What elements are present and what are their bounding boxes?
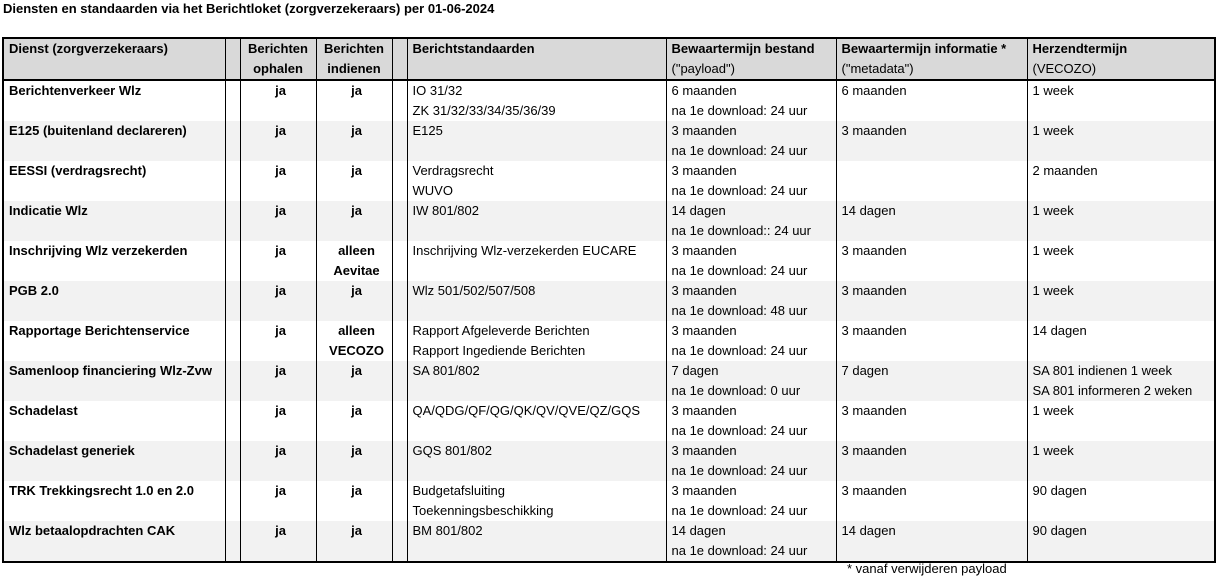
- cell-dienst: Schadelast generiek: [3, 441, 225, 481]
- cell-standaarden-line: Inschrijving Wlz-verzekerden EUCARE: [412, 243, 637, 258]
- header-dienst: Dienst (zorgverzekeraars): [3, 38, 225, 80]
- cell-bewaar-bestand-line: 14 dagen: [671, 523, 726, 538]
- cell-indienen: [316, 361, 392, 401]
- cell-ophalen: [240, 321, 316, 361]
- cell-spacer: [392, 281, 407, 321]
- cell-standaarden-line: Wlz 501/502/507/508: [412, 283, 536, 298]
- cell-dienst: Indicatie Wlz: [3, 201, 225, 241]
- cell-herzend: [1027, 321, 1215, 361]
- cell-spacer: [392, 441, 407, 481]
- header-bewaar-info: [836, 38, 1027, 80]
- cell-ophalen: [240, 241, 316, 281]
- cell-indienen-line: ja: [351, 163, 362, 178]
- cell-herzend-line: 90 dagen: [1032, 483, 1087, 498]
- cell-bewaar-bestand-line: na 1e download: 24 uur: [671, 143, 808, 158]
- cell-dienst: E125 (buitenland declareren): [3, 121, 225, 161]
- cell-bewaar-bestand-line: 7 dagen: [671, 363, 719, 378]
- header-indienen-line: Berichten: [324, 41, 384, 56]
- cell-ophalen-line: ja: [275, 283, 286, 298]
- cell-standaarden-line: ZK 31/32/33/34/35/36/39: [412, 103, 556, 118]
- cell-bewaar-bestand-line: na 1e download: 24 uur: [671, 463, 808, 478]
- cell-bewaar-bestand-line: na 1e download: 24 uur: [671, 263, 808, 278]
- cell-bewaar-bestand: [666, 321, 836, 361]
- cell-indienen-line: ja: [351, 83, 362, 98]
- cell-dienst: Berichtenverkeer Wlz: [3, 80, 225, 121]
- cell-ophalen-line: ja: [275, 483, 286, 498]
- cell-indienen-line: ja: [351, 363, 362, 378]
- cell-standaarden: [407, 441, 666, 481]
- cell-bewaar-info: 3 maanden: [836, 441, 1027, 481]
- cell-ophalen: [240, 401, 316, 441]
- cell-bewaar-info: 3 maanden: [836, 281, 1027, 321]
- header-herzend: [1027, 38, 1215, 80]
- cell-ophalen: [240, 161, 316, 201]
- cell-indienen: [316, 521, 392, 562]
- cell-indienen-line: VECOZO: [329, 343, 384, 358]
- cell-bewaar-info: [836, 161, 1027, 201]
- cell-standaarden-line: GQS 801/802: [412, 443, 492, 458]
- cell-indienen-line: Aevitae: [333, 263, 380, 278]
- cell-indienen-line: ja: [351, 283, 362, 298]
- cell-ophalen-line: ja: [275, 403, 286, 418]
- cell-indienen: [316, 241, 392, 281]
- cell-herzend: [1027, 161, 1215, 201]
- cell-spacer: [392, 321, 407, 361]
- cell-herzend: [1027, 361, 1215, 401]
- cell-indienen-line: alleen: [338, 243, 375, 258]
- cell-standaarden: [407, 121, 666, 161]
- cell-standaarden-line: IO 31/32: [412, 83, 463, 98]
- table-row: [3, 321, 1215, 361]
- cell-standaarden: [407, 521, 666, 562]
- cell-standaarden-line: Toekenningsbeschikking: [412, 503, 554, 518]
- cell-bewaar-bestand-line: 14 dagen: [671, 203, 726, 218]
- cell-indienen-line: ja: [351, 123, 362, 138]
- cell-bewaar-bestand: [666, 521, 836, 562]
- header-spacer: [392, 38, 407, 80]
- cell-spacer: [225, 201, 240, 241]
- header-indienen: [316, 38, 392, 80]
- cell-bewaar-bestand: [666, 361, 836, 401]
- cell-standaarden-line: IW 801/802: [412, 203, 479, 218]
- cell-indienen-line: ja: [351, 203, 362, 218]
- cell-bewaar-bestand-line: 3 maanden: [671, 323, 737, 338]
- header-indienen-line: indienen: [327, 61, 381, 76]
- table-row: [3, 401, 1215, 441]
- cell-indienen: [316, 201, 392, 241]
- cell-herzend: [1027, 441, 1215, 481]
- header-herzend-line: (VECOZO): [1032, 61, 1097, 76]
- header-bewaar-info-line: Bewaartermijn informatie *: [841, 41, 1007, 56]
- cell-ophalen: [240, 481, 316, 521]
- cell-ophalen-line: ja: [275, 163, 286, 178]
- cell-bewaar-bestand: [666, 161, 836, 201]
- cell-standaarden: [407, 80, 666, 121]
- cell-bewaar-bestand-line: 3 maanden: [671, 163, 737, 178]
- cell-standaarden-line: BM 801/802: [412, 523, 483, 538]
- header-bewaar-bestand: [666, 38, 836, 80]
- cell-ophalen: [240, 521, 316, 562]
- header-ophalen-line: ophalen: [253, 61, 303, 76]
- cell-ophalen-line: ja: [275, 123, 286, 138]
- cell-bewaar-bestand-line: 3 maanden: [671, 123, 737, 138]
- cell-bewaar-bestand: [666, 401, 836, 441]
- table-row: [3, 281, 1215, 321]
- cell-spacer: [225, 80, 240, 121]
- cell-standaarden: [407, 161, 666, 201]
- cell-dienst: Wlz betaalopdrachten CAK: [3, 521, 225, 562]
- table-body: [3, 80, 1215, 562]
- services-table: [2, 37, 1216, 563]
- cell-bewaar-info: 14 dagen: [836, 201, 1027, 241]
- cell-spacer: [225, 481, 240, 521]
- cell-herzend-line: 1 week: [1032, 203, 1074, 218]
- cell-bewaar-bestand-line: 3 maanden: [671, 403, 737, 418]
- cell-indienen-line: ja: [351, 443, 362, 458]
- cell-spacer: [225, 321, 240, 361]
- cell-herzend-line: 1 week: [1032, 443, 1074, 458]
- cell-bewaar-info: 3 maanden: [836, 121, 1027, 161]
- cell-ophalen-line: ja: [275, 323, 286, 338]
- cell-standaarden-line: QA/QDG/QF/QG/QK/QV/QVE/QZ/GQS: [412, 403, 641, 418]
- cell-standaarden-line: SA 801/802: [412, 363, 480, 378]
- cell-bewaar-bestand-line: na 1e download:: 24 uur: [671, 223, 811, 238]
- cell-herzend-line: 90 dagen: [1032, 523, 1087, 538]
- page-title: Diensten en standaarden via het Berichtloket (zorgverzekeraars) per 01-06-2024: [3, 1, 495, 16]
- cell-herzend: [1027, 521, 1215, 562]
- cell-herzend: [1027, 121, 1215, 161]
- cell-ophalen: [240, 361, 316, 401]
- header-spacer: [225, 38, 240, 80]
- cell-herzend-line: SA 801 informeren 2 weken: [1032, 383, 1193, 398]
- header-ophalen-line: Berichten: [248, 41, 308, 56]
- cell-bewaar-bestand-line: na 1e download: 48 uur: [671, 303, 808, 318]
- cell-bewaar-bestand-line: na 1e download: 24 uur: [671, 343, 808, 358]
- table-row: [3, 441, 1215, 481]
- header-row: [3, 38, 1215, 80]
- cell-ophalen: [240, 201, 316, 241]
- cell-herzend: [1027, 281, 1215, 321]
- cell-herzend-line: 1 week: [1032, 403, 1074, 418]
- cell-standaarden-line: WUVO: [412, 183, 453, 198]
- cell-bewaar-bestand: [666, 281, 836, 321]
- cell-ophalen-line: ja: [275, 203, 286, 218]
- cell-bewaar-bestand: [666, 441, 836, 481]
- cell-ophalen-line: ja: [275, 243, 286, 258]
- cell-herzend-line: 1 week: [1032, 243, 1074, 258]
- cell-bewaar-bestand: [666, 121, 836, 161]
- cell-spacer: [225, 441, 240, 481]
- cell-bewaar-bestand: [666, 481, 836, 521]
- cell-standaarden-line: Rapport Ingediende Berichten: [412, 343, 586, 358]
- cell-spacer: [392, 481, 407, 521]
- cell-spacer: [392, 401, 407, 441]
- cell-herzend-line: 14 dagen: [1032, 323, 1087, 338]
- table-row: [3, 241, 1215, 281]
- cell-spacer: [225, 401, 240, 441]
- cell-standaarden-line: Budgetafsluiting: [412, 483, 506, 498]
- cell-bewaar-info: 3 maanden: [836, 241, 1027, 281]
- cell-dienst: Samenloop financiering Wlz-Zvw: [3, 361, 225, 401]
- cell-bewaar-bestand-line: na 1e download: 24 uur: [671, 423, 808, 438]
- table-row: [3, 361, 1215, 401]
- cell-bewaar-bestand-line: 3 maanden: [671, 283, 737, 298]
- cell-standaarden-line: E125: [412, 123, 443, 138]
- cell-ophalen: [240, 441, 316, 481]
- cell-indienen: [316, 481, 392, 521]
- table-row: [3, 481, 1215, 521]
- cell-bewaar-bestand-line: 3 maanden: [671, 243, 737, 258]
- cell-spacer: [392, 121, 407, 161]
- cell-bewaar-info: 14 dagen: [836, 521, 1027, 562]
- table-row: [3, 201, 1215, 241]
- cell-standaarden: [407, 361, 666, 401]
- cell-indienen: [316, 441, 392, 481]
- cell-herzend-line: 1 week: [1032, 123, 1074, 138]
- header-ophalen: [240, 38, 316, 80]
- cell-spacer: [392, 241, 407, 281]
- cell-indienen: [316, 321, 392, 361]
- cell-standaarden-line: Verdragsrecht: [412, 163, 494, 178]
- cell-herzend: [1027, 80, 1215, 121]
- cell-spacer: [225, 241, 240, 281]
- cell-bewaar-info: 3 maanden: [836, 321, 1027, 361]
- cell-spacer: [225, 521, 240, 562]
- cell-spacer: [225, 121, 240, 161]
- cell-bewaar-info: 3 maanden: [836, 481, 1027, 521]
- cell-spacer: [225, 161, 240, 201]
- header-bewaar-bestand-line: ("payload"): [671, 61, 735, 76]
- table-row: [3, 521, 1215, 562]
- cell-dienst: PGB 2.0: [3, 281, 225, 321]
- cell-indienen-line: alleen: [338, 323, 375, 338]
- cell-dienst: Rapportage Berichtenservice: [3, 321, 225, 361]
- header-bewaar-bestand-line: Bewaartermijn bestand: [671, 41, 815, 56]
- cell-standaarden: [407, 201, 666, 241]
- cell-herzend: [1027, 201, 1215, 241]
- cell-herzend-line: 1 week: [1032, 83, 1074, 98]
- footnote: * vanaf verwijderen payload: [847, 561, 1007, 576]
- header-herzend-line: Herzendtermijn: [1032, 41, 1128, 56]
- table-row: [3, 80, 1215, 121]
- cell-bewaar-bestand-line: na 1e download: 0 uur: [671, 383, 801, 398]
- cell-standaarden-line: Rapport Afgeleverde Berichten: [412, 323, 590, 338]
- cell-ophalen: [240, 281, 316, 321]
- cell-indienen: [316, 161, 392, 201]
- cell-spacer: [392, 80, 407, 121]
- cell-bewaar-info: 6 maanden: [836, 80, 1027, 121]
- cell-ophalen: [240, 121, 316, 161]
- cell-herzend: [1027, 401, 1215, 441]
- cell-spacer: [392, 361, 407, 401]
- cell-indienen-line: ja: [351, 523, 362, 538]
- cell-bewaar-bestand-line: na 1e download: 24 uur: [671, 503, 808, 518]
- cell-bewaar-bestand-line: 3 maanden: [671, 483, 737, 498]
- cell-herzend: [1027, 241, 1215, 281]
- table-row: [3, 121, 1215, 161]
- cell-bewaar-bestand-line: na 1e download: 24 uur: [671, 103, 808, 118]
- cell-indienen: [316, 401, 392, 441]
- cell-bewaar-bestand: [666, 201, 836, 241]
- cell-bewaar-bestand: [666, 241, 836, 281]
- cell-ophalen: [240, 80, 316, 121]
- cell-dienst: Schadelast: [3, 401, 225, 441]
- cell-ophalen-line: ja: [275, 83, 286, 98]
- cell-standaarden: [407, 481, 666, 521]
- cell-herzend: [1027, 481, 1215, 521]
- cell-bewaar-bestand: [666, 80, 836, 121]
- cell-indienen-line: ja: [351, 403, 362, 418]
- cell-bewaar-bestand-line: 3 maanden: [671, 443, 737, 458]
- cell-indienen: [316, 80, 392, 121]
- cell-dienst: EESSI (verdragsrecht): [3, 161, 225, 201]
- cell-indienen: [316, 281, 392, 321]
- header-bewaar-info-line: ("metadata"): [841, 61, 914, 76]
- cell-dienst: TRK Trekkingsrecht 1.0 en 2.0: [3, 481, 225, 521]
- cell-standaarden: [407, 401, 666, 441]
- table-row: [3, 161, 1215, 201]
- cell-spacer: [392, 201, 407, 241]
- cell-indienen-line: ja: [351, 483, 362, 498]
- cell-standaarden: [407, 241, 666, 281]
- header-standaarden: Berichtstandaarden: [407, 38, 666, 80]
- cell-standaarden: [407, 281, 666, 321]
- cell-bewaar-info: 3 maanden: [836, 401, 1027, 441]
- cell-spacer: [392, 161, 407, 201]
- cell-ophalen-line: ja: [275, 363, 286, 378]
- cell-standaarden: [407, 321, 666, 361]
- cell-dienst: Inschrijving Wlz verzekerden: [3, 241, 225, 281]
- cell-ophalen-line: ja: [275, 523, 286, 538]
- cell-bewaar-info: 7 dagen: [836, 361, 1027, 401]
- cell-bewaar-bestand-line: 6 maanden: [671, 83, 737, 98]
- cell-spacer: [225, 281, 240, 321]
- cell-ophalen-line: ja: [275, 443, 286, 458]
- cell-herzend-line: 2 maanden: [1032, 163, 1098, 178]
- cell-indienen: [316, 121, 392, 161]
- cell-herzend-line: SA 801 indienen 1 week: [1032, 363, 1172, 378]
- cell-bewaar-bestand-line: na 1e download: 24 uur: [671, 183, 808, 198]
- cell-spacer: [392, 521, 407, 562]
- cell-spacer: [225, 361, 240, 401]
- cell-herzend-line: 1 week: [1032, 283, 1074, 298]
- cell-bewaar-bestand-line: na 1e download: 24 uur: [671, 543, 808, 558]
